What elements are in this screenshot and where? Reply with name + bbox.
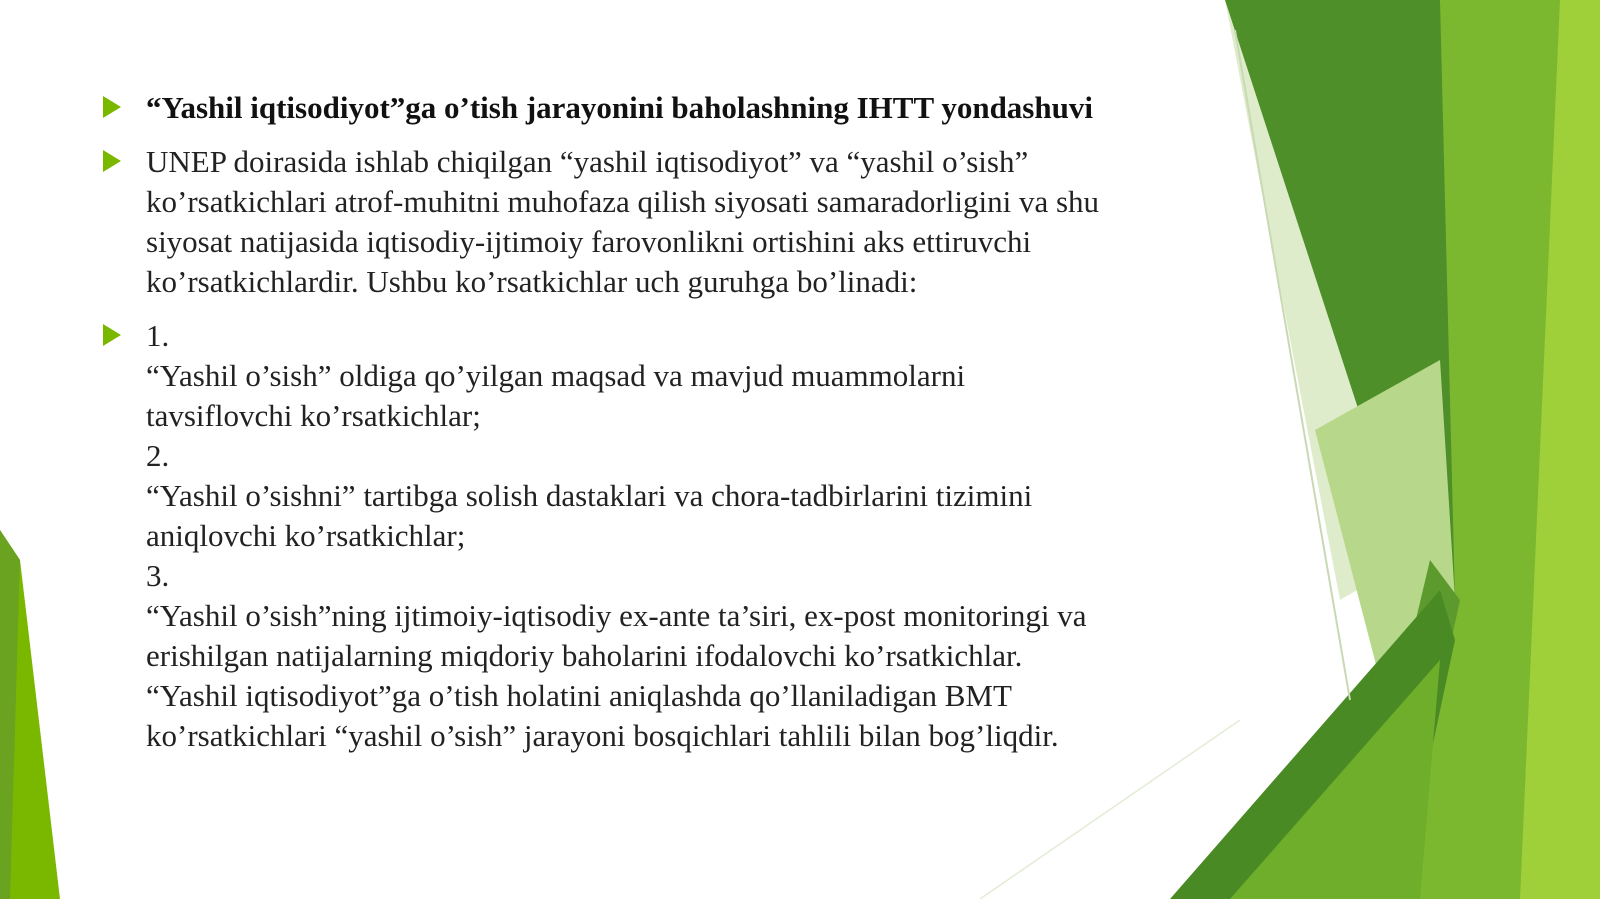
group-number: 3.: [146, 558, 170, 593]
bullet-item-description: [100, 142, 1200, 302]
green-triangle-bullet-icon: [103, 150, 121, 172]
text-line: ko’rsatkichlari atrof-muhitni muhofaza qilish siyosati samaradorligini va shu: [146, 184, 1100, 219]
group-number: 1.: [146, 318, 170, 353]
green-triangle-bullet-icon: [103, 96, 121, 118]
description-text: [146, 142, 1200, 302]
green-triangle-bullet-icon: [103, 324, 121, 346]
bullet-item-groups: [100, 316, 1200, 756]
text-line: “Yashil o’sishni” tartibga solish dastaklari va chora-tadbirlarini tizimini: [146, 478, 1033, 513]
text-line: UNEP doirasida ishlab chiqilgan “yashil iqtisodiyot” va “yashil o’sish”: [146, 144, 1029, 179]
text-line: “Yashil o’sish”ning ijtimoiy-iqtisodiy ex-ante ta’siri, ex-post monitoringi va: [146, 598, 1087, 633]
text-line: “Yashil o’sish” oldiga qo’yilgan maqsad va mavjud muammolarni: [146, 358, 966, 393]
text-line: tavsiflovchi ko’rsatkichlar;: [146, 398, 481, 433]
text-line: “Yashil iqtisodiyot”ga o’tish jarayonini baholashning IHTT yondashuvi: [146, 90, 1093, 125]
heading-text: [146, 88, 1200, 128]
text-line: ko’rsatkichlardir. Ushbu ko’rsatkichlar uch guruhga bo’linadi:: [146, 264, 918, 299]
text-line: aniqlovchi ko’rsatkichlar;: [146, 518, 466, 553]
text-line: “Yashil iqtisodiyot”ga o’tish holatini aniqlashda qo’llaniladigan BMT: [146, 678, 1012, 713]
text-line: siyosat natijasida iqtisodiy-ijtimoiy farovonlikni ortishini aks ettiruvchi: [146, 224, 1032, 259]
text-line: ko’rsatkichlari “yashil o’sish” jarayoni bosqichlari tahlili bilan bog’liqdir.: [146, 718, 1059, 753]
groups-text: [146, 316, 1200, 756]
bullet-item-heading: [100, 88, 1200, 128]
text-line: erishilgan natijalarning miqdoriy baholarini ifodalovchi ko’rsatkichlar.: [146, 638, 1023, 673]
group-number: 2.: [146, 438, 170, 473]
slide-content: [100, 88, 1200, 770]
